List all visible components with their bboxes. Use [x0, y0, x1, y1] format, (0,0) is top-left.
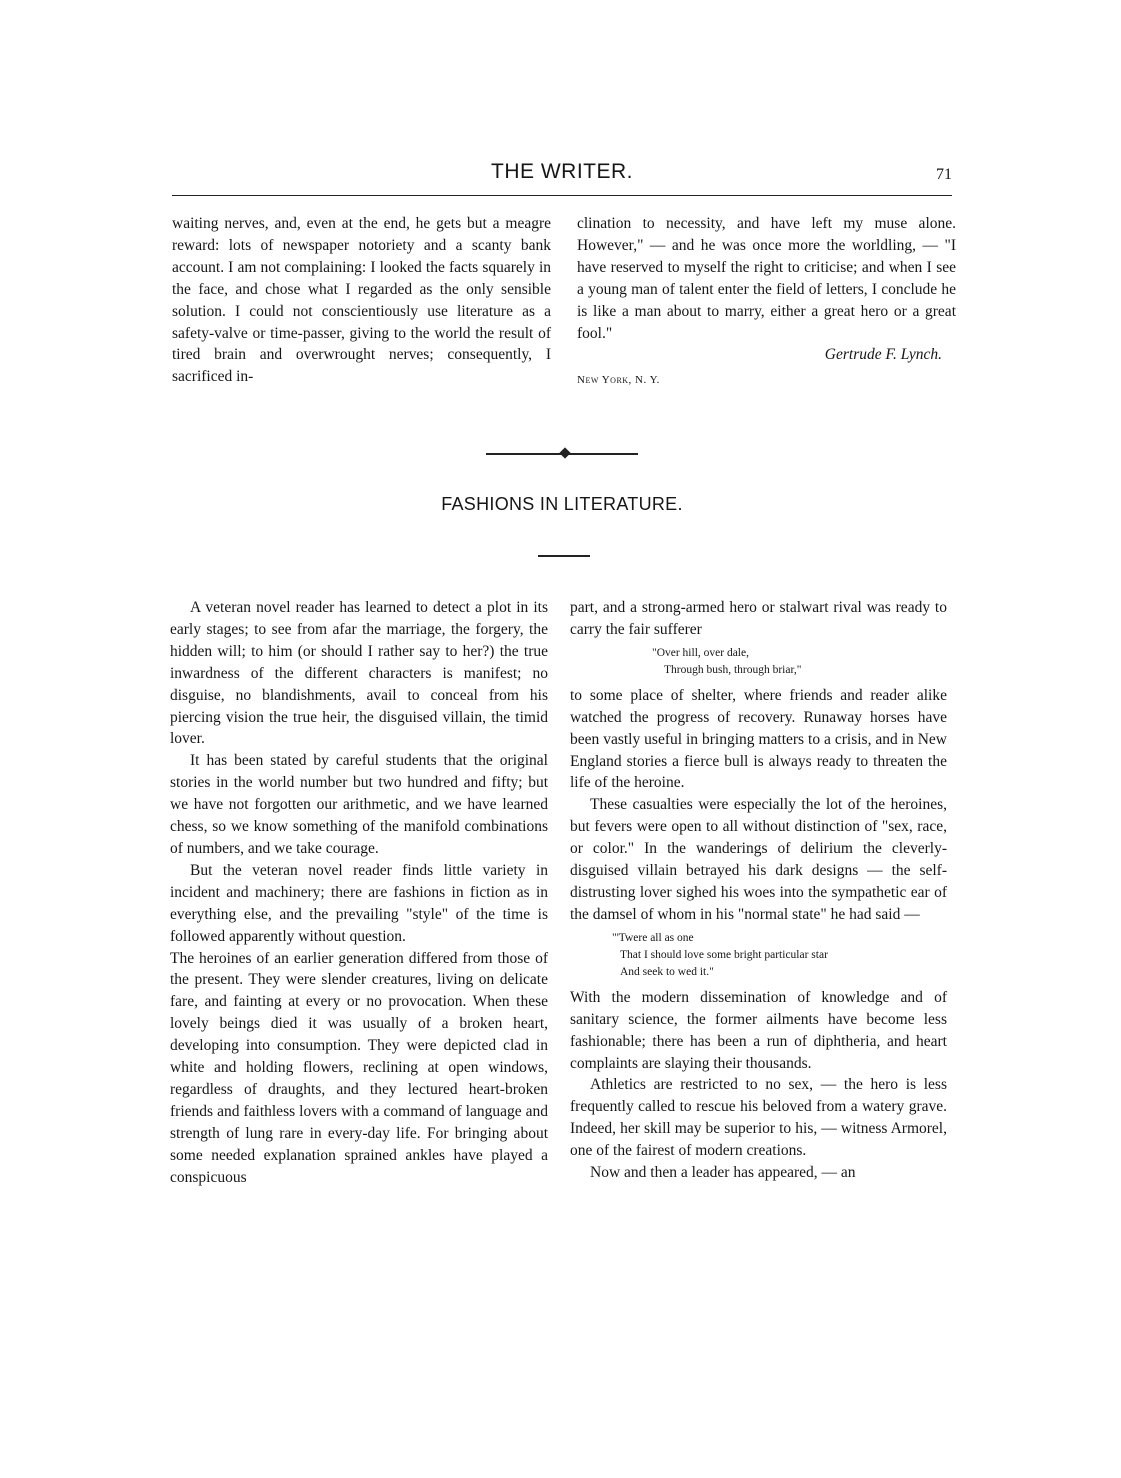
- author-place: [577, 370, 956, 392]
- continued-paragraph: waiting nerves, and, even at the end, he gets but a meagre reward: lots of newspaper notoriety and a scanty bank account. I am not complaining: I looked the facts squarely in the face, and chose what I regarded as the only sensible solution. I could not conscientiously use literature as a safety-valve or time-passer, giving to the world the result of tired brain and overwrought nerves; consequently, I sacrificed in-: [172, 215, 551, 386]
- article-paragraph: to some place of shelter, where friends and reader alike watched the progress of recovery. Runaway horses have been vastly useful in bringing matters to a crisis, and in New England stories a fierce bull is always ready to threaten the life of the heroine.: [570, 686, 947, 792]
- article-paragraph: The heroines of an earlier generation differed from those of the present. They were slender creatures, living on delicate fare, and fainting at every or no provocation. When these lovely beings died it was usually of a broken heart, developing into consumption. They were depicted clad in white and holding flowers, reclining at open windows, regardless of draughts, and they lectured heart-broken friends and faithless lovers with a command of language and strength of lung rare in every-day life. For bringing about some needed explanation sprained ankles have played a conspicuous: [170, 949, 548, 1186]
- article-paragraph: A veteran novel reader has learned to detect a plot in its early stages; to see from afar the marriage, the forgery, the hidden will; to him (or should I rather say to her?) the true inwardness of the different characters is manifest; no disguise, no blandishments, avail to conceal from his piercing vision the true heir, the disguised villain, the timid lover.: [170, 599, 548, 748]
- article-column-right: [570, 597, 947, 1184]
- page-number: 71: [936, 166, 952, 183]
- article-paragraph: With the modern dissemination of knowledge and of sanitary science, the former ailments have become less fashionable; there has been a run of diphtheria, and heart complaints are slaying their thousands.: [570, 988, 947, 1072]
- verse-line: "Over hill, over dale,: [652, 646, 749, 659]
- header-rule: [172, 195, 952, 196]
- continued-paragraph-end: clination to necessity, and have left my muse alone. However," — and he was once more the worldling, — "I have reserved to myself the right to criticise; and when I see a young man of talent enter the field of letters, I conclude he is like a man about to marry, either a great hero or a great fool.": [577, 215, 956, 342]
- verse-quotation: [570, 930, 947, 981]
- author-place-text: New York, N. Y.: [577, 374, 660, 387]
- article-paragraph: It has been stated by careful students that the original stories in the world number but two hundred and fifty; but we have not forgotten our arithmetic, and we have learned chess, so we know something of the manifold combinations of numbers, and we take courage.: [170, 752, 548, 857]
- continued-column-right: [577, 213, 956, 392]
- title-rule: [538, 555, 590, 557]
- section-ornament-diamond: [559, 447, 570, 458]
- verse-line: That I should love some bright particular star: [620, 948, 828, 961]
- author-signature: Gertrude F. Lynch.: [824, 346, 942, 364]
- article-paragraph: These casualties were especially the lot of the heroines, but fevers were open to all without distinction of "sex, race, or color." In the wanderings of delirium the cleverly-disguised villain betrayed his dark designs — the self-distrusting lover sighed his woes into the sympathetic ear of the damsel of whom in his "normal state" he had said —: [570, 796, 947, 923]
- article-paragraph: But the veteran novel reader finds little variety in incident and machinery; there are fashions in fiction as in everything else, and the prevailing "style" of the time is followed apparently without question.: [170, 861, 548, 945]
- article-title: FASHIONS IN LITERATURE.: [441, 494, 683, 514]
- verse-line: And seek to wed it.": [620, 965, 714, 978]
- continued-column-left: [172, 213, 551, 388]
- verse-quotation: [570, 645, 947, 679]
- journal-title: THE WRITER.: [491, 160, 633, 183]
- article-paragraph: Athletics are restricted to no sex, — the hero is less frequently called to rescue his beloved from a watery grave. Indeed, her skill may be superior to his, — witness Armorel, one of the fairest of modern creations.: [570, 1076, 947, 1160]
- article-paragraph: Now and then a leader has appeared, — an: [590, 1164, 856, 1182]
- article-paragraph-continued: part, and a strong-armed hero or stalwart rival was ready to carry the fair sufferer: [570, 599, 947, 638]
- running-head: [172, 160, 952, 190]
- article-column-left: [170, 597, 548, 1188]
- verse-line: "'Twere all as one: [612, 931, 694, 944]
- verse-line: Through bush, through briar,": [664, 663, 802, 676]
